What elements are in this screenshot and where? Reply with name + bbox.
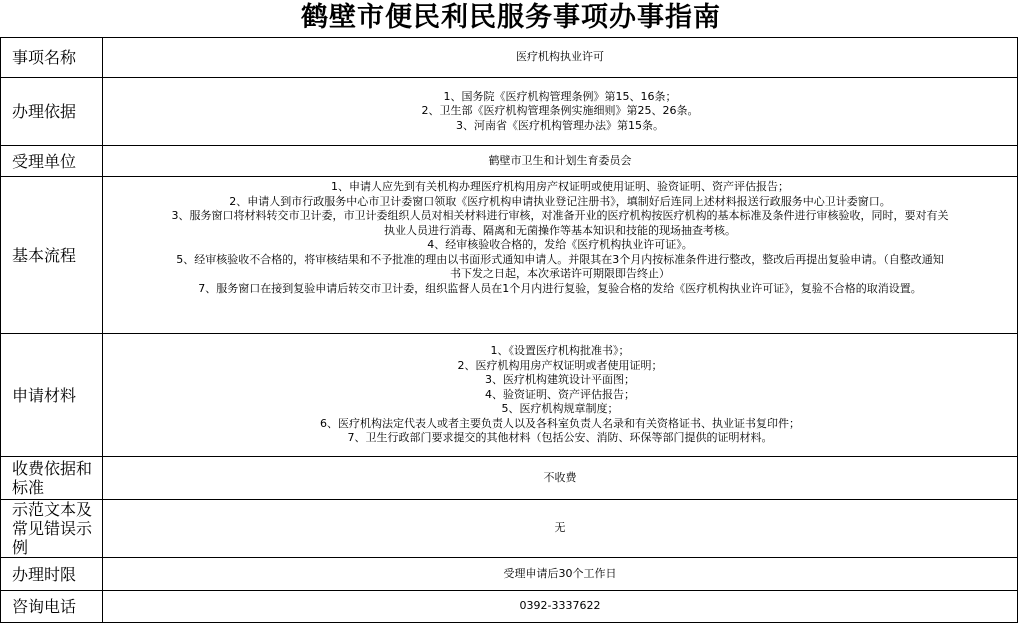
value-line: 医疗机构执业许可 [516, 50, 604, 64]
value-line: 不收费 [543, 470, 577, 484]
row-label: 示范文本及常见错误示例 [1, 500, 103, 558]
value-line: 5、医疗机构规章制度； [501, 402, 619, 416]
value-line: 0392-3337622 [519, 599, 601, 613]
table-row [1, 591, 1018, 623]
value-line: 执业人员进行消毒、隔离和无菌操作等基本知识和技能的现场抽查考核。 [384, 223, 736, 237]
value-line: 3、医疗机构建筑设计平面图； [485, 373, 635, 387]
value-line: 鹤壁市卫生和计划生育委员会 [488, 153, 632, 167]
value-line: 3、河南省《医疗机构管理办法》第15条。 [456, 118, 664, 132]
table-row [1, 334, 1018, 457]
table-row [1, 558, 1018, 591]
value-line: 无 [554, 521, 566, 535]
table-row [1, 146, 1018, 177]
row-value [103, 38, 1018, 78]
table-row [1, 457, 1018, 500]
value-line: 2、医疗机构用房产权证明或者使用证明； [457, 358, 663, 372]
row-value [103, 334, 1018, 457]
value-line: 1、国务院《医疗机构管理条例》第15、16条； [443, 89, 677, 103]
value-line: 6、医疗机构法定代表人或者主要负责人以及各科室负责人名录和有关资格证书、执业证书复印件； [320, 416, 800, 430]
value-line: 1、申请人应先到有关机构办理医疗机构用房产权证明或使用证明、验资证明、资产评估报告； [331, 180, 789, 193]
value-line: 1、《设置医疗机构批准书》； [490, 344, 630, 358]
table-row [1, 177, 1018, 334]
row-value [103, 500, 1018, 558]
value-line: 书下发之日起，本次承诺许可期限即告终止） [450, 267, 670, 280]
row-value [103, 146, 1018, 177]
page-title: 鹤壁市便民利民服务事项办事指南 [301, 2, 721, 33]
row-label: 办理依据 [1, 78, 103, 146]
value-line: 3、服务窗口将材料转交市卫计委，市卫计委组织人员对相关材料进行审核，对准备开业的医疗机构按医疗机构的基本标准及条件进行审核验收，同时，要对有关 [171, 209, 949, 222]
value-line: 7、服务窗口在接到复验申请后转交市卫计委，组织监督人员在1个月内进行复验，复验合格的发给《医疗机构执业许可证》，复验不合格的取消设置。 [198, 281, 922, 295]
value-line: 2、申请人到市行政服务中心市卫计委窗口领取《医疗机构申请执业登记注册书》，填制好后连同上述材料报送行政服务中心卫计委窗口。 [229, 194, 891, 208]
row-label: 基本流程 [1, 177, 103, 334]
row-label: 办理时限 [1, 558, 103, 591]
row-label: 申请材料 [1, 334, 103, 457]
value-line: 5、经审核验收不合格的，将审核结果和不予批准的理由以书面形式通知申请人。并限其在3个月内按标准条件进行整改，整改后再提出复验申请。（自整改通知 [176, 252, 944, 266]
guide-table [0, 37, 1018, 623]
value-line: 4、验资证明、资产评估报告； [485, 387, 635, 401]
table-row [1, 500, 1018, 558]
row-value [103, 591, 1018, 623]
row-label: 咨询电话 [1, 591, 103, 623]
row-value [103, 558, 1018, 591]
row-label: 收费依据和标准 [1, 457, 103, 500]
row-value [103, 177, 1018, 334]
row-value [103, 457, 1018, 500]
value-line: 4、经审核验收合格的，发给《医疗机构执业许可证》。 [427, 238, 693, 251]
row-label: 事项名称 [1, 38, 103, 78]
row-value [103, 78, 1018, 146]
value-line: 2、卫生部《医疗机构管理条例实施细则》第25、26条。 [421, 104, 699, 118]
value-line: 7、卫生行政部门要求提交的其他材料（包括公安、消防、环保等部门提供的证明材料。 [347, 431, 773, 445]
table-row [1, 38, 1018, 78]
value-line: 受理申请后30个工作日 [503, 566, 617, 580]
row-label: 受理单位 [1, 146, 103, 177]
table-row [1, 78, 1018, 146]
